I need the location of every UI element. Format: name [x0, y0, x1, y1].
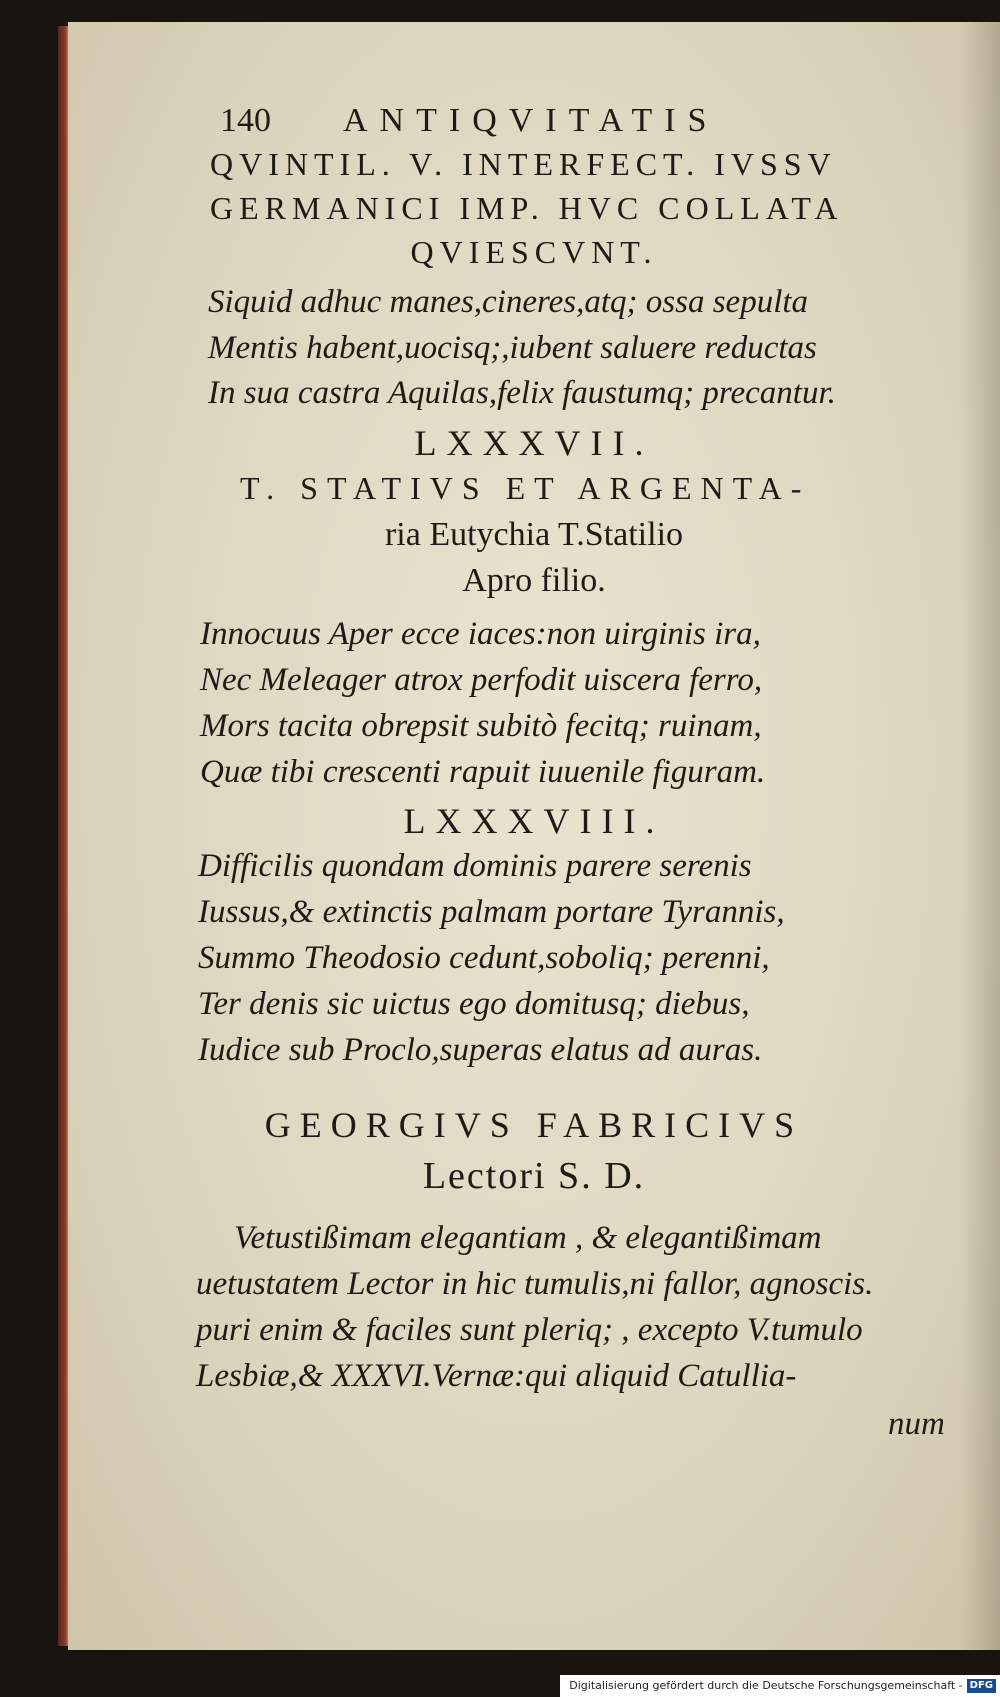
- verse-3-line-5: Iudice sub Proclo,superas elatus ad auras.: [198, 1032, 763, 1068]
- page-number: 140: [220, 102, 271, 139]
- verse-1-line-2: Mentis habent,uocisq;,iubent saluere reductas: [208, 330, 817, 366]
- catchword: num: [888, 1406, 945, 1442]
- verse-1-line-1: Siquid adhuc manes,cineres,atq; ossa sepulta: [208, 284, 809, 320]
- inscription-2-line-1: T. STATIVS ET ARGENTA-: [240, 470, 811, 506]
- verse-3-line-1: Difficilis quondam dominis parere serenis: [198, 848, 752, 884]
- address-greeting: Lectori S. D.: [422, 1155, 646, 1197]
- inscription-2-line-3: Apro filio.: [462, 562, 606, 599]
- verse-1-line-3: In sua castra Aquilas,felix faustumq; precantur.: [208, 375, 836, 411]
- credit-text: Digitalisierung gefördert durch die Deutsche Forschungsgemeinschaft -: [569, 1679, 963, 1692]
- prose-line-1: Vetustißimam elegantiam , & elegantißimam: [234, 1220, 822, 1256]
- prose-line-3: puri enim & faciles sunt pleriq; , excepto V.tumulo: [196, 1312, 863, 1348]
- digitization-credit: [560, 1675, 1000, 1697]
- verse-2-line-2: Nec Meleager atrox perfodit uiscera ferro,: [200, 662, 763, 698]
- inscription-2-line-2: ria Eutychia T.Statilio: [384, 516, 684, 553]
- verse-3-line-4: Ter denis sic uictus ego domitusq; diebus,: [198, 986, 750, 1022]
- prose-line-4: Lesbiæ,& XXXVI.Vernæ:qui aliquid Catullia-: [196, 1358, 797, 1394]
- verse-2-line-4: Quæ tibi crescenti rapuit iuuenile figuram.: [200, 754, 766, 790]
- epitaph-head-line-3: QVIESCVNT.: [410, 234, 658, 270]
- epitaph-head-line-1: QVINTIL. V. INTERFECT. IVSSV: [210, 146, 837, 182]
- dfg-logo: DFG: [967, 1679, 996, 1693]
- address-author: GEORGIVS FABRICIVS: [264, 1105, 804, 1145]
- section-numeral-87: LXXXVII.: [414, 423, 654, 463]
- epitaph-head-line-2: GERMANICI IMP. HVC COLLATA: [210, 190, 844, 226]
- book-page: [68, 22, 1000, 1650]
- verse-2-line-1: Innocuus Aper ecce iaces:non uirginis ira,: [200, 616, 761, 652]
- running-title: ANTIQVITATIS: [343, 102, 719, 139]
- verse-2-line-3: Mors tacita obrepsit subitò fecitq; ruinam,: [200, 708, 762, 744]
- verse-3-line-2: Iussus,& extinctis palmam portare Tyrannis,: [198, 894, 785, 930]
- section-numeral-88: LXXXVIII.: [403, 801, 665, 841]
- verse-3-line-3: Summo Theodosio cedunt,soboliq; perenni,: [198, 940, 770, 976]
- prose-line-2: uetustatem Lector in hic tumulis,ni fallor, agnoscis.: [196, 1266, 874, 1302]
